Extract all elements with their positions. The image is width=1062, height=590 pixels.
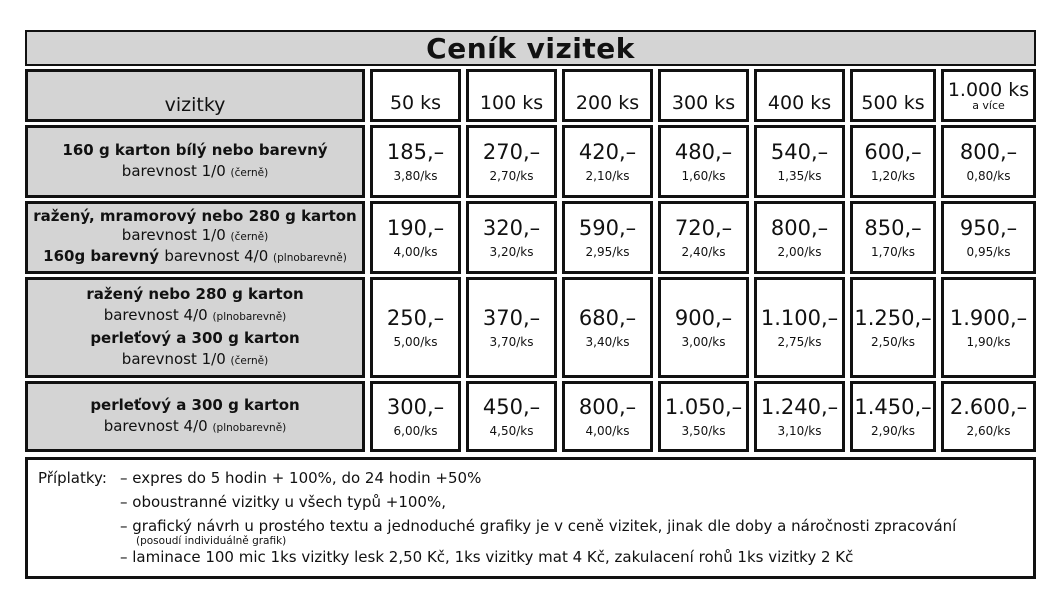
- row-label-bold: perleťový a 300 g karton: [90, 328, 300, 347]
- price-value: 800,–: [959, 140, 1018, 164]
- unit-price: 1,60/ks: [681, 169, 726, 183]
- price-cell: [754, 277, 845, 378]
- unit-price: 4,50/ks: [489, 424, 534, 438]
- price-cell: [941, 201, 1036, 274]
- price-cell: [941, 381, 1036, 452]
- row-label-line: [122, 349, 268, 372]
- row-label-normal: barevnost 1/0: [121, 226, 231, 244]
- header-qty: 100 ks: [479, 91, 544, 114]
- unit-price: 2,10/ks: [585, 169, 630, 183]
- price-value: 590,–: [578, 216, 637, 240]
- price-value: 270,–: [482, 140, 541, 164]
- price-cell: [562, 381, 653, 452]
- surcharges-label: Příplatky:: [38, 469, 107, 487]
- header-qty: 200 ks: [575, 91, 640, 114]
- price-value: 1.250,–: [854, 306, 932, 330]
- price-value: 1.900,–: [949, 306, 1028, 330]
- price-value: 450,–: [482, 395, 541, 419]
- row-label-line: [104, 305, 287, 328]
- price-cell: [466, 125, 557, 198]
- row-label-line: [43, 247, 347, 268]
- unit-price: 3,00/ks: [681, 335, 726, 349]
- unit-price: 2,40/ks: [681, 245, 726, 259]
- row-label-cell: [25, 381, 365, 452]
- row-label-cell: [25, 201, 365, 274]
- unit-price: 3,80/ks: [393, 169, 438, 183]
- note-line: [38, 466, 1023, 490]
- row-label-normal: barevnost 1/0: [121, 349, 231, 368]
- price-cell: [754, 125, 845, 198]
- row-label-bold: ražený, mramorový nebo 280 g karton: [33, 207, 357, 225]
- price-cell: [658, 277, 749, 378]
- price-cell: [658, 201, 749, 274]
- row-label-line: [62, 140, 327, 161]
- price-value: 850,–: [864, 216, 922, 240]
- unit-price: 1,35/ks: [777, 169, 822, 183]
- row-label-line: [86, 284, 303, 305]
- header-qty-cell: [562, 69, 653, 122]
- unit-price: 2,00/ks: [777, 245, 822, 259]
- row-label-bold: perleťový a 300 g karton: [90, 395, 300, 414]
- price-cell: [941, 277, 1036, 378]
- price-value: 720,–: [674, 216, 733, 240]
- header-qty: 500 ks: [861, 91, 925, 114]
- header-qty: 50 ks: [389, 91, 442, 114]
- header-qty-cell: [754, 69, 845, 122]
- header-qty: 1.000 ks: [947, 79, 1030, 101]
- note-line: [38, 490, 1023, 514]
- unit-price: 3,40/ks: [585, 335, 630, 349]
- unit-price: 4,00/ks: [393, 245, 438, 259]
- row-label-bold: ražený nebo 280 g karton: [86, 284, 304, 303]
- unit-price: 3,20/ks: [489, 245, 534, 259]
- price-cell: [562, 201, 653, 274]
- header-qty-cell: [850, 69, 936, 122]
- price-value: 540,–: [770, 140, 829, 164]
- price-value: 1.050,–: [664, 395, 743, 419]
- price-value: 900,–: [674, 306, 733, 330]
- price-cell: [941, 125, 1036, 198]
- header-qty-cell: [370, 69, 461, 122]
- row-label-line: [33, 207, 356, 226]
- header-label-cell: [25, 69, 365, 122]
- row-label-cell: [25, 277, 365, 378]
- note-small: (posoudí individuálně grafik): [136, 535, 287, 547]
- price-value: 680,–: [578, 306, 637, 330]
- row-label-normal: barevnost 4/0: [103, 416, 213, 435]
- price-cell: [850, 381, 936, 452]
- price-value: 600,–: [864, 140, 922, 164]
- row-label-line: [90, 395, 299, 416]
- header-qty-cell: [466, 69, 557, 122]
- price-cell: [370, 125, 461, 198]
- price-cell: [850, 277, 936, 378]
- unit-price: 0,80/ks: [966, 169, 1011, 183]
- row-label-line: [90, 328, 299, 349]
- row-label-small: (plnobarevně): [212, 421, 287, 434]
- price-cell: [850, 201, 936, 274]
- price-cell: [754, 381, 845, 452]
- price-value: 300,–: [386, 395, 445, 419]
- price-cell: [658, 125, 749, 198]
- price-cell: [754, 201, 845, 274]
- row-label-small: (plnobarevně): [273, 252, 347, 264]
- price-cell: [562, 277, 653, 378]
- row-label-normal: barevnost 4/0: [103, 305, 213, 324]
- unit-price: 1,20/ks: [871, 169, 915, 183]
- unit-price: 1,90/ks: [966, 335, 1011, 349]
- row-label-cell: [25, 125, 365, 198]
- unit-price: 1,70/ks: [871, 245, 915, 259]
- note-item: – oboustranné vizitky u všech typů +100%,: [120, 493, 446, 511]
- unit-price: 6,00/ks: [393, 424, 438, 438]
- row-label-normal: barevnost 1/0: [121, 161, 231, 180]
- header-qty: 400 ks: [767, 91, 832, 114]
- header-label: vizitky: [164, 93, 226, 116]
- header-qty-cell: [941, 69, 1036, 122]
- price-cell: [370, 201, 461, 274]
- page-title: Ceník vizitek: [25, 30, 1036, 66]
- price-value: 480,–: [674, 140, 733, 164]
- price-cell: [466, 381, 557, 452]
- unit-price: 3,70/ks: [489, 335, 534, 349]
- price-value: 185,–: [386, 140, 445, 164]
- price-value: 800,–: [578, 395, 637, 419]
- header-qty-sub: a více: [972, 99, 1005, 112]
- price-value: 2.600,–: [949, 395, 1028, 419]
- row-label-line: [122, 226, 268, 247]
- note-item: – grafický návrh u prostého textu a jednoduché grafiky je v ceně vizitek, jinak dle doby a náročnosti zpracování: [120, 517, 957, 535]
- unit-price: 2,50/ks: [871, 335, 915, 349]
- unit-price: 3,10/ks: [777, 424, 822, 438]
- unit-price: 2,95/ks: [585, 245, 630, 259]
- row-label-line: [122, 161, 268, 184]
- note-item: – expres do 5 hodin + 100%, do 24 hodin +50%: [120, 469, 482, 487]
- row-label-line: [104, 416, 287, 439]
- row-label-small: (černě): [230, 354, 269, 367]
- unit-price: 4,00/ks: [585, 424, 630, 438]
- price-cell: [466, 201, 557, 274]
- price-value: 950,–: [959, 216, 1018, 240]
- row-label-small: (plnobarevně): [212, 310, 287, 323]
- price-value: 250,–: [386, 306, 445, 330]
- price-value: 370,–: [482, 306, 541, 330]
- surcharges-box: [25, 457, 1036, 579]
- price-cell: [562, 125, 653, 198]
- note-item: – laminace 100 mic 1ks vizitky lesk 2,50 Kč, 1ks vizitky mat 4 Kč, zakulacení rohů 1ks vizitky 2 Kč: [120, 548, 854, 566]
- unit-price: 3,50/ks: [681, 424, 726, 438]
- price-value: 1.100,–: [760, 306, 839, 330]
- row-label-bold: 160g barevný: [43, 247, 165, 265]
- unit-price: 2,60/ks: [966, 424, 1011, 438]
- unit-price: 2,70/ks: [489, 169, 534, 183]
- unit-price: 2,75/ks: [777, 335, 822, 349]
- row-label-bold: 160 g karton bílý nebo barevný: [62, 140, 328, 159]
- unit-price: 0,95/ks: [966, 245, 1011, 259]
- price-value: 420,–: [578, 140, 637, 164]
- price-cell: [850, 125, 936, 198]
- price-value: 1.450,–: [854, 395, 932, 419]
- row-label-small: (černě): [230, 231, 269, 243]
- unit-price: 2,90/ks: [871, 424, 915, 438]
- price-cell: [370, 381, 461, 452]
- price-cell: [370, 277, 461, 378]
- header-qty-cell: [658, 69, 749, 122]
- price-cell: [658, 381, 749, 452]
- row-label-small: (černě): [230, 166, 269, 179]
- price-value: 1.240,–: [760, 395, 839, 419]
- price-value: 190,–: [386, 216, 445, 240]
- price-value: 800,–: [770, 216, 829, 240]
- header-qty: 300 ks: [671, 91, 736, 114]
- price-cell: [466, 277, 557, 378]
- price-value: 320,–: [482, 216, 541, 240]
- unit-price: 5,00/ks: [393, 335, 438, 349]
- row-label-normal: barevnost 4/0: [164, 247, 274, 265]
- note-line: [38, 545, 1023, 569]
